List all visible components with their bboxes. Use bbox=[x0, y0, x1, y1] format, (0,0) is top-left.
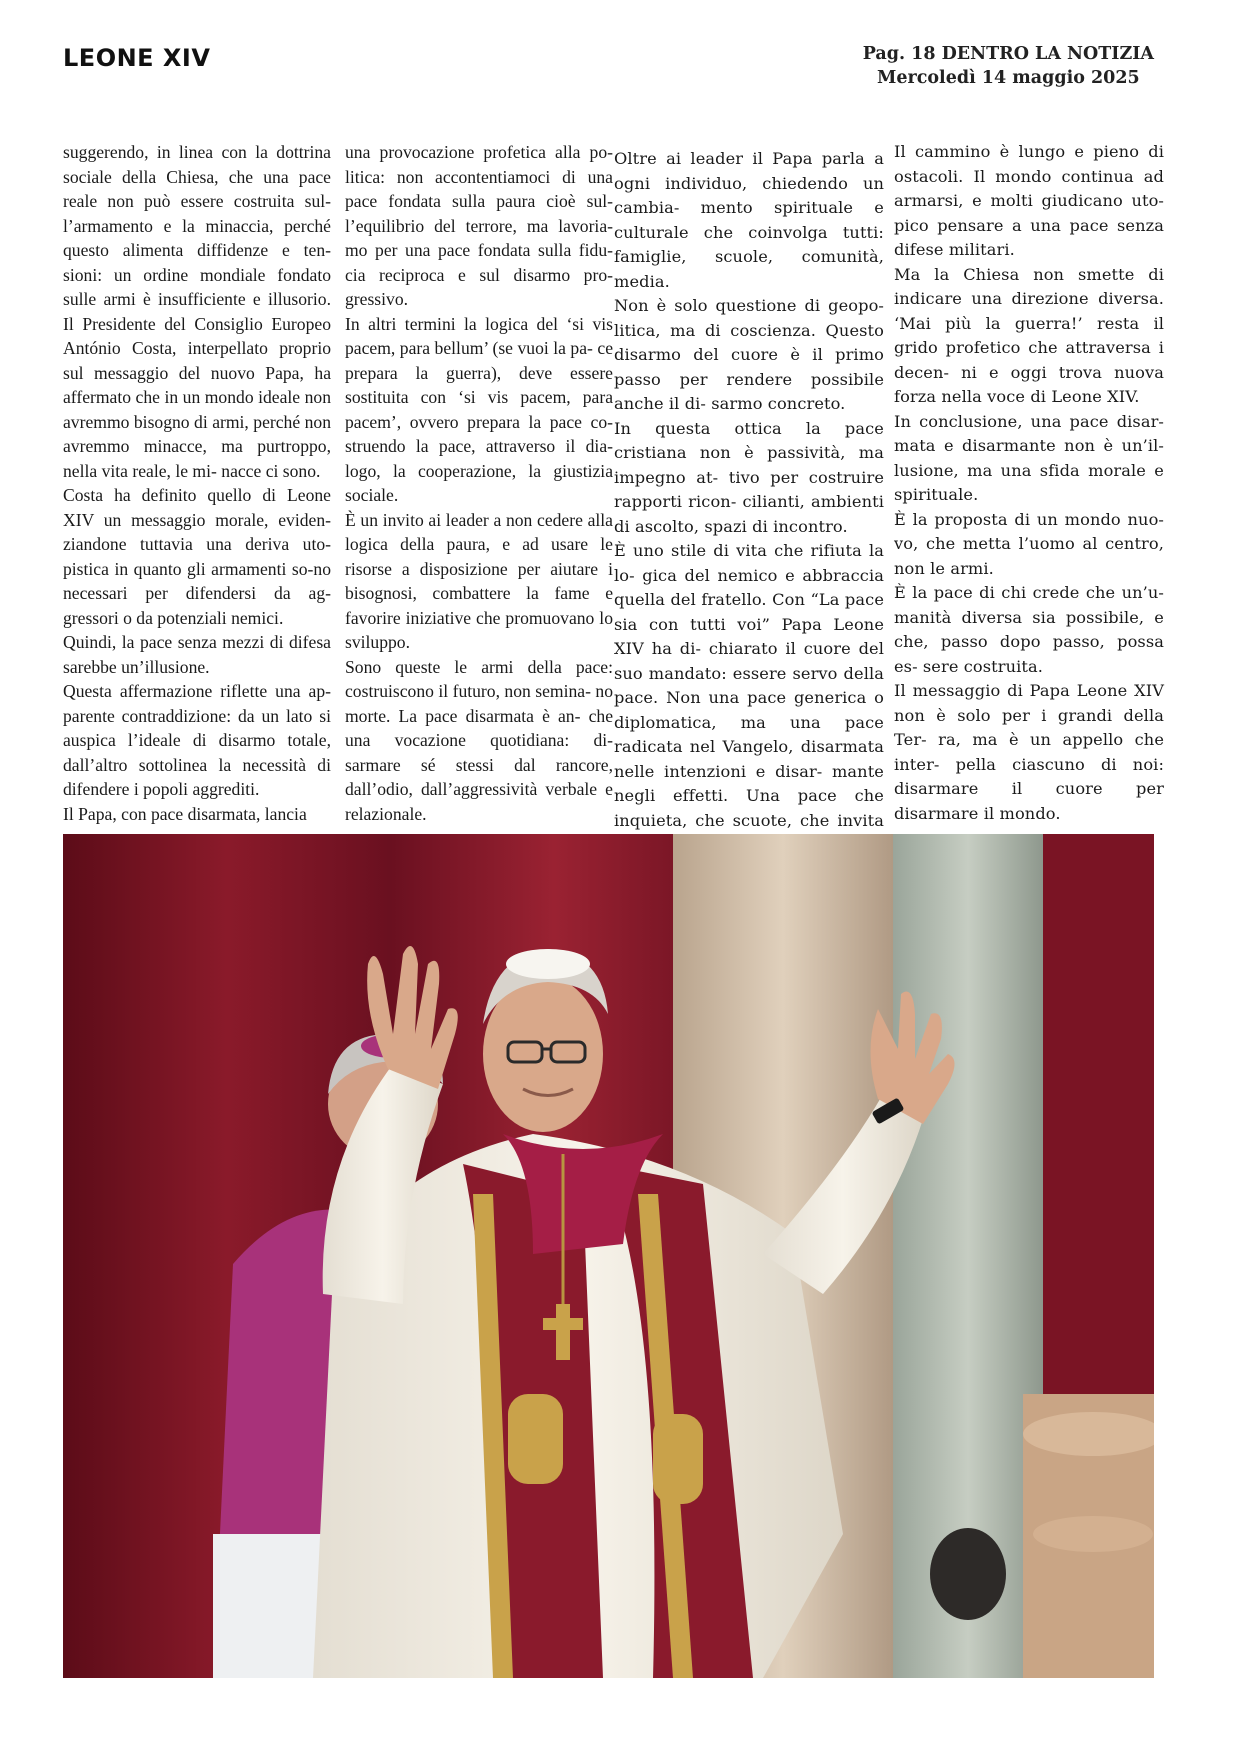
paragraph: Sono queste le armi della pace: costruiscono il futuro, non semina- no morte. La pace disarmata è an- che una vocazione quotidiana: di- sarmare sé stessi dal rancore, dall’odio, dall’aggressività verbale e relazionale. bbox=[345, 656, 613, 824]
paragraph: una provocazione profetica alla po- litica: non accontentiamoci di una pace fondata sulla paura cioè sul- l’equilibrio del terrore, ma lavoria- mo per una pace fondata sulla fidu- cia reciproca e sul disarmo pro- gressivo. bbox=[345, 142, 613, 309]
paragraph: Il Papa, con pace disarmata, lancia bbox=[63, 803, 307, 824]
article-column-1 bbox=[63, 140, 331, 826]
paragraph: In altri termini la logica del ‘si vis pacem, para bellum’ (se vuoi la pa- ce prepara la guerra), deve essere sostituita con ‘si vis pacem, para pacem’, ovvero prepara la pace co- struendo la pace, attraverso il dia- logo, la cooperazione, la giustizia sociale. bbox=[345, 313, 613, 505]
pope-blessing-photo-icon bbox=[63, 834, 1154, 1678]
paragraph: È la pace di chi crede che un’u- manità diversa sia possibile, e che, passo dopo passo, possa es- sere costruita. bbox=[894, 583, 1164, 676]
paragraph: È un invito ai leader a non cedere alla logica della paura, e ad usare le risorse a disposizione per aiutare i bisognosi, combattere la fame e favorire iniziative che promuovano lo sviluppo. bbox=[345, 509, 613, 652]
paragraph: Il messaggio di Papa Leone XIV non è solo per i grandi della Ter- ra, ma è un appello che inter- pella ciascuno di noi: disarmare il cuore per disarmare il mondo. bbox=[894, 681, 1164, 823]
article-column-4 bbox=[894, 140, 1164, 826]
pope-blessing-photo bbox=[63, 834, 1154, 1678]
paragraph: Il cammino è lungo e pieno di ostacoli. Il mondo continua ad armarsi, e molti giudicano uto- pico pensare a una pace senza difese militari. bbox=[894, 142, 1164, 259]
paragraph: suggerendo, in linea con la dottrina sociale della Chiesa, che una pace reale non può essere costruita sul- l’armamento e la minaccia, perché questo alimenta diffidenze e ten-sioni: un ordine mondiale fondato sulle armi è insufficiente e illusorio. Il Presidente del Consiglio Europeo António Costa, interpellato proprio sul messaggio del nuovo Papa, ha affermato che in un mondo ideale non avremmo bisogno di armi, perché non avremmo minacce, ma purtroppo, nella vita reale, le mi- nacce ci sono. bbox=[63, 142, 331, 481]
paragraph: In questa ottica la pace cristiana non è passività, ma impegno at- tivo per costruire rapporti ricon- cilianti, ambienti di ascolto, spazi di incontro. bbox=[614, 418, 884, 536]
page-info bbox=[863, 42, 1154, 90]
paragraph: Ma la Chiesa non smette di indicare una direzione diversa. ‘Mai più la guerra!’ resta il grido profetico che attraversa i decen- ni e oggi trova nuova forza nella voce di Leone XIV. bbox=[894, 264, 1164, 406]
paragraph: Costa ha definito quello di Leone XIV un messaggio morale, eviden- ziandone tuttavia una deriva uto- pistica in quanto gli armamenti so-no necessari per difendersi da ag-gressori o da potenziali nemici. bbox=[63, 485, 331, 628]
paragraph: È uno stile di vita che rifiuta la lo- gica del nemico e abbraccia quella del fratello. Con “La pace sia con tutti voi” Papa Leone XIV ha di- chiarato il cuore del suo mandato: essere servo della pace. Non una pace generica o diplomatica, ma una pace radicata nel Vangelo, disarmata nelle intenzioni e disar- mante negli effetti. Una pace che inquieta, che scuote, che invita bbox=[614, 541, 884, 830]
paragraph: Oltre ai leader il Papa parla a ogni individuo, chiedendo un cambia- mento spirituale e culturale che coinvolga tutti: famiglie, scuole, comunità, media. bbox=[614, 149, 884, 291]
paragraph: In conclusione, una pace disar- mata e disarmante non è un’il- lusione, ma una sfida morale e spirituale. bbox=[894, 411, 1164, 504]
article-column-3 bbox=[614, 147, 884, 882]
paragraph: È la proposta di un mondo nuo- vo, che metta l’uomo al centro, non le armi. bbox=[894, 509, 1164, 578]
paragraph: Questa affermazione riflette una ap- parente contraddizione: da un lato si auspica l’ideale di disarmo totale, dall’altro sottolinea la necessità di difendere i popoli aggrediti. bbox=[63, 681, 331, 799]
article-columns bbox=[63, 140, 1163, 830]
paragraph: Non è solo questione di geopo- litica, ma di coscienza. Questo disarmo del cuore è il primo passo per rendere possibile anche il di- sarmo concreto. bbox=[614, 296, 884, 413]
date-line: Mercoledì 14 maggio 2025 bbox=[877, 68, 1140, 88]
paragraph: Quindi, la pace senza mezzi di difesa sarebbe un’illusione. bbox=[63, 632, 331, 677]
section-label: LEONE XIV bbox=[63, 44, 211, 72]
article-column-2 bbox=[345, 140, 613, 826]
page-number-line: Pag. 18 DENTRO LA NOTIZIA bbox=[862, 44, 1154, 64]
